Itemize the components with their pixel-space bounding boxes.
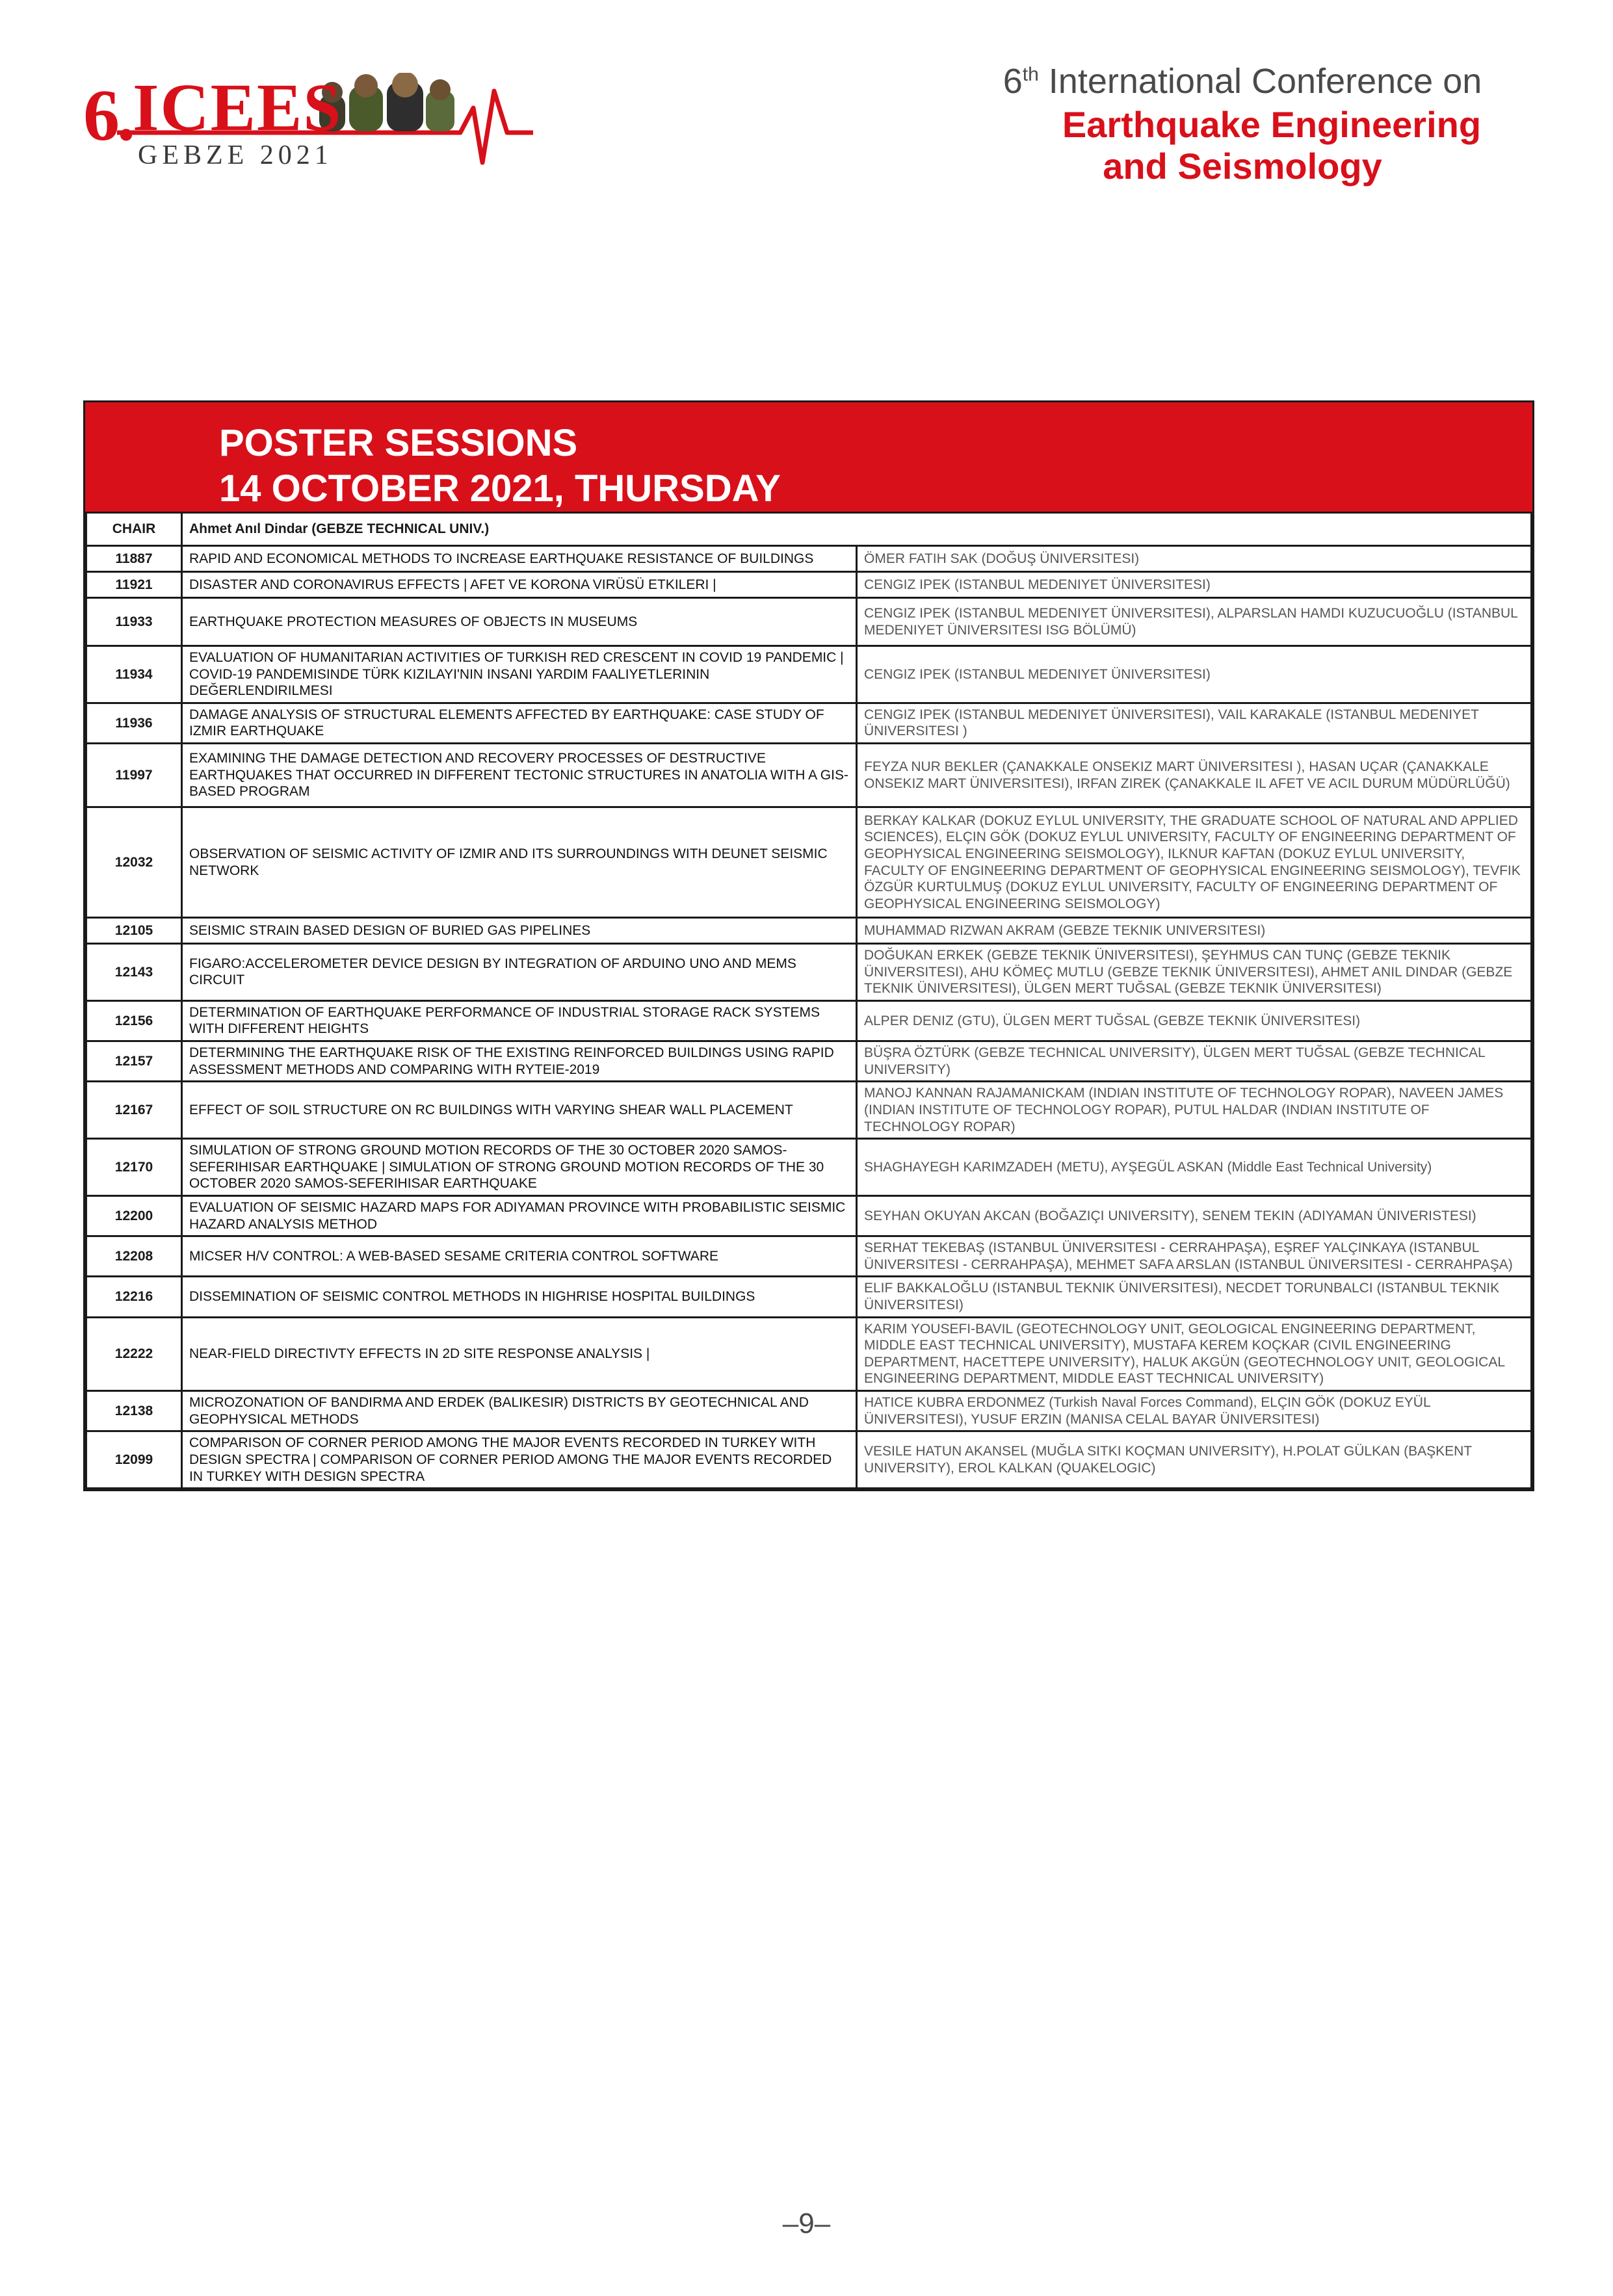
paper-authors: MUHAMMAD RIZWAN AKRAM (GEBZE TEKNIK UNIVERSITESI): [857, 918, 1532, 944]
paper-title: DAMAGE ANALYSIS OF STRUCTURAL ELEMENTS AFFECTED BY EARTHQUAKE: CASE STUDY OF IZMIR EARTHQUAKE: [182, 703, 857, 743]
table-row: [86, 1139, 1532, 1196]
conference-title-rest: International Conference on: [1038, 62, 1482, 101]
paper-authors: VESILE HATUN AKANSEL (MUĞLA SITKI KOÇMAN UNIVERSITY), H.POLAT GÜLKAN (BAŞKENT UNIVERSITY), EROL KALKAN (QUAKELOGIC): [857, 1431, 1532, 1489]
paper-title: EARTHQUAKE PROTECTION MEASURES OF OBJECTS IN MUSEUMS: [182, 598, 857, 646]
paper-id: 12105: [86, 918, 182, 944]
paper-title: DETERMINATION OF EARTHQUAKE PERFORMANCE OF INDUSTRIAL STORAGE RACK SYSTEMS WITH DIFFERENT HEIGHTS: [182, 1000, 857, 1041]
table-row: [86, 1317, 1532, 1390]
logo-number: 6.: [83, 75, 133, 156]
conference-title-line3: and Seismology: [1103, 145, 1382, 187]
paper-id: 11933: [86, 598, 182, 646]
table-row: [86, 1391, 1532, 1431]
paper-id: 12167: [86, 1082, 182, 1139]
paper-authors: BÜŞRA ÖZTÜRK (GEBZE TECHNICAL UNIVERSITY), ÜLGEN MERT TUĞSAL (GEBZE TECHNICAL UNIVERSITY): [857, 1041, 1532, 1082]
table-row: [86, 918, 1532, 944]
conference-ordinal-suffix: th: [1022, 64, 1039, 85]
paper-title: DISSEMINATION OF SEISMIC CONTROL METHODS IN HIGHRISE HOSPITAL BUILDINGS: [182, 1277, 857, 1317]
conference-logo: [78, 65, 546, 195]
paper-title: MICSER H/V CONTROL: A WEB-BASED SESAME CRITERIA CONTROL SOFTWARE: [182, 1236, 857, 1277]
chair-name: Ahmet Anıl Dindar (GEBZE TECHNICAL UNIV.): [182, 513, 1532, 546]
poster-session-table: [83, 400, 1534, 1491]
table-row: [86, 1236, 1532, 1277]
table-row: [86, 703, 1532, 743]
table-row: [86, 598, 1532, 646]
paper-title: EVALUATION OF HUMANITARIAN ACTIVITIES OF TURKISH RED CRESCENT IN COVID 19 PANDEMIC | COVID-19 PANDEMISINDE TÜRK KIZILAYI'NIN INSANI YARDIM FAALIYETLERININ DEĞERLENDIRILMESI: [182, 646, 857, 703]
paper-id: 12208: [86, 1236, 182, 1277]
table-row: [86, 572, 1532, 598]
paper-title: FIGARO:ACCELEROMETER DEVICE DESIGN BY INTEGRATION OF ARDUINO UNO AND MEMS CIRCUIT: [182, 944, 857, 1001]
paper-title: EFFECT OF SOIL STRUCTURE ON RC BUILDINGS WITH VARYING SHEAR WALL PLACEMENT: [182, 1082, 857, 1139]
paper-authors: SERHAT TEKEBAŞ (ISTANBUL ÜNIVERSITESI - CERRAHPAŞA), EŞREF YALÇINKAYA (ISTANBUL ÜNIVERSITESI - CERRAHPAŞA), MEHMET SAFA ARSLAN (ISTANBUL ÜNIVERSITESI - CERRAHPAŞA): [857, 1236, 1532, 1277]
paper-title: SEISMIC STRAIN BASED DESIGN OF BURIED GAS PIPELINES: [182, 918, 857, 944]
paper-id: 12216: [86, 1277, 182, 1317]
page-number: –9–: [782, 2208, 831, 2239]
paper-id: 11997: [86, 744, 182, 807]
table-row: [86, 1041, 1532, 1082]
paper-id: 11887: [86, 546, 182, 572]
paper-id: 12200: [86, 1195, 182, 1236]
paper-authors: CENGIZ IPEK (ISTANBUL MEDENIYET ÜNIVERSITESI), ALPARSLAN HAMDI KUZUCUOĞLU (ISTANBUL MEDENIYET ÜNIVERSITESI ISG BÖLÜMÜ): [857, 598, 1532, 646]
paper-authors: SHAGHAYEGH KARIMZADEH (METU), AYŞEGÜL ASKAN (Middle East Technical University): [857, 1139, 1532, 1196]
table-row: [86, 1000, 1532, 1041]
paper-id: 12138: [86, 1391, 182, 1431]
paper-authors: ELIF BAKKALOĞLU (ISTANBUL TEKNIK ÜNIVERSITESI), NECDET TORUNBALCI (ISTANBUL TEKNIK ÜNIVERSITESI): [857, 1277, 1532, 1317]
paper-authors: FEYZA NUR BEKLER (ÇANAKKALE ONSEKIZ MART ÜNIVERSITESI ), HASAN UÇAR (ÇANAKKALE ONSEKIZ MART ÜNIVERSITESI), IRFAN ZIREK (ÇANAKKALE IL AFET VE ACIL DURUM MÜDÜRLÜĞÜ): [857, 744, 1532, 807]
table-row: [86, 744, 1532, 807]
session-title: POSTER SESSIONS: [219, 422, 578, 464]
logo-name: ICEES: [133, 70, 343, 145]
paper-title: DETERMINING THE EARTHQUAKE RISK OF THE EXISTING REINFORCED BUILDINGS USING RAPID ASSESSMENT METHODS AND COMPARING WITH RYTEIE-2019: [182, 1041, 857, 1082]
paper-authors: CENGIZ IPEK (ISTANBUL MEDENIYET ÜNIVERSITESI), VAIL KARAKALE (ISTANBUL MEDENIYET ÜNIVERSITESI ): [857, 703, 1532, 743]
chair-row: [86, 513, 1532, 546]
paper-id: 12156: [86, 1000, 182, 1041]
paper-title: OBSERVATION OF SEISMIC ACTIVITY OF IZMIR AND ITS SURROUNDINGS WITH DEUNET SEISMIC NETWORK: [182, 807, 857, 918]
chair-label: CHAIR: [86, 513, 182, 546]
table-row: [86, 1431, 1532, 1489]
paper-title: DISASTER AND CORONAVIRUS EFFECTS | AFET VE KORONA VIRÜSÜ ETKILERI |: [182, 572, 857, 598]
paper-title: RAPID AND ECONOMICAL METHODS TO INCREASE EARTHQUAKE RESISTANCE OF BUILDINGS: [182, 546, 857, 572]
table-row: [86, 646, 1532, 703]
conference-title-line1: [950, 60, 1535, 104]
paper-id: 11936: [86, 703, 182, 743]
paper-id: 12099: [86, 1431, 182, 1489]
paper-id: 11921: [86, 572, 182, 598]
paper-title: EXAMINING THE DAMAGE DETECTION AND RECOVERY PROCESSES OF DESTRUCTIVE EARTHQUAKES THAT OCCURRED IN DIFFERENT TECTONIC STRUCTURES IN ANATOLIA WITH A GIS-BASED PROGRAM: [182, 744, 857, 807]
table-row: [86, 1277, 1532, 1317]
paper-authors: CENGIZ IPEK (ISTANBUL MEDENIYET ÜNIVERSITESI): [857, 646, 1532, 703]
table-row: [86, 546, 1532, 572]
logo-subtitle: GEBZE 2021: [138, 140, 333, 170]
paper-title: MICROZONATION OF BANDIRMA AND ERDEK (BALIKESIR) DISTRICTS BY GEOTECHNICAL AND GEOPHYSICAL METHODS: [182, 1391, 857, 1431]
session-banner: [85, 402, 1532, 512]
paper-id: 12222: [86, 1317, 182, 1390]
session-date: 14 OCTOBER 2021, THURSDAY: [219, 467, 781, 510]
paper-title: SIMULATION OF STRONG GROUND MOTION RECORDS OF THE 30 OCTOBER 2020 SAMOS-SEFERIHISAR EARTHQUAKE | SIMULATION OF STRONG GROUND MOTION RECORDS OF THE 30 OCTOBER 2020 SAMOS-SEFERIHISAR EARTHQUAKE: [182, 1139, 857, 1196]
paper-authors: DOĞUKAN ERKEK (GEBZE TEKNIK ÜNIVERSITESI), ŞEYHMUS CAN TUNÇ (GEBZE TEKNIK ÜNIVERSITESI), AHU KÖMEÇ MUTLU (GEBZE TEKNIK ÜNIVERSITESI), AHMET ANIL DINDAR (GEBZE TEKNIK ÜNIVERSITESI), ÜLGEN MERT TUĞSAL (GEBZE TEKNIK ÜNIVERSITESI): [857, 944, 1532, 1001]
paper-authors: KARIM YOUSEFI-BAVIL (GEOTECHNOLOGY UNIT, GEOLOGICAL ENGINEERING DEPARTMENT, MIDDLE EAST TECHNICAL UNIVERSITY), MUSTAFA KEREM KOÇKAR (CIVIL ENGINEERING DEPARTMENT, HACETTEPE UNIVERSITY), HALUK AKGÜN (GEOTECHNOLOGY UNIT, GEOLOGICAL ENGINEERING DEPARTMENT, MIDDLE EAST TECHNICAL UNIVERSITY): [857, 1317, 1532, 1390]
paper-authors: ALPER DENIZ (GTU), ÜLGEN MERT TUĞSAL (GEBZE TEKNIK ÜNIVERSITESI): [857, 1000, 1532, 1041]
paper-authors: BERKAY KALKAR (DOKUZ EYLUL UNIVERSITY, THE GRADUATE SCHOOL OF NATURAL AND APPLIED SCIENCES), ELÇIN GÖK (DOKUZ EYLUL UNIVERSITY, FACULTY OF ENGINEERING DEPARTMENT OF GEOPHYSICAL ENGINEERING SEISMOLOGY), ILKNUR KAFTAN (DOKUZ EYLUL UNIVERSITY, FACULTY OF ENGINEERING DEPARTMENT OF GEOPHYSICAL ENGINEERING SEISMOLOGY), TEVFIK ÖZGÜR KURTULMUŞ (DOKUZ EYLUL UNIVERSITY, FACULTY OF ENGINEERING DEPARTMENT OF GEOPHYSICAL ENGINEERING SEISMOLOGY): [857, 807, 1532, 918]
papers-table: [85, 512, 1532, 1489]
paper-title: NEAR-FIELD DIRECTIVTY EFFECTS IN 2D SITE RESPONSE ANALYSIS |: [182, 1317, 857, 1390]
paper-id: 12157: [86, 1041, 182, 1082]
paper-id: 12032: [86, 807, 182, 918]
paper-authors: SEYHAN OKUYAN AKCAN (BOĞAZIÇI UNIVERSITY), SENEM TEKIN (ADIYAMAN ÜNIVERISTESI): [857, 1195, 1532, 1236]
paper-title: EVALUATION OF SEISMIC HAZARD MAPS FOR ADIYAMAN PROVINCE WITH PROBABILISTIC SEISMIC HAZARD ANALYSIS METHOD: [182, 1195, 857, 1236]
session-banner-text: [219, 421, 781, 511]
table-row: [86, 944, 1532, 1001]
paper-id: 12143: [86, 944, 182, 1001]
table-row: [86, 1082, 1532, 1139]
paper-title: COMPARISON OF CORNER PERIOD AMONG THE MAJOR EVENTS RECORDED IN TURKEY WITH DESIGN SPECTRA | COMPARISON OF CORNER PERIOD AMONG THE MAJOR EVENTS RECORDED IN TURKEY WITH DESIGN SPECTRA: [182, 1431, 857, 1489]
paper-authors: CENGIZ IPEK (ISTANBUL MEDENIYET ÜNIVERSITESI): [857, 572, 1532, 598]
paper-id: 11934: [86, 646, 182, 703]
paper-authors: ÖMER FATIH SAK (DOĞUŞ ÜNIVERSITESI): [857, 546, 1532, 572]
paper-id: 12170: [86, 1139, 182, 1196]
paper-authors: HATICE KUBRA ERDONMEZ (Turkish Naval Forces Command), ELÇIN GÖK (DOKUZ EYÜL ÜNIVERSITESI), YUSUF ERZIN (MANISA CELAL BAYAR ÜNIVERSITESI): [857, 1391, 1532, 1431]
paper-authors: MANOJ KANNAN RAJAMANICKAM (INDIAN INSTITUTE OF TECHNOLOGY ROPAR), NAVEEN JAMES (INDIAN INSTITUTE OF TECHNOLOGY ROPAR), PUTUL HALDAR (INDIAN INSTITUTE OF TECHNOLOGY ROPAR): [857, 1082, 1532, 1139]
conference-title: [950, 60, 1535, 187]
table-row: [86, 1195, 1532, 1236]
conference-title-line2: Earthquake Engineering: [1062, 103, 1482, 145]
table-row: [86, 807, 1532, 918]
conference-ordinal: 6: [1003, 62, 1023, 101]
